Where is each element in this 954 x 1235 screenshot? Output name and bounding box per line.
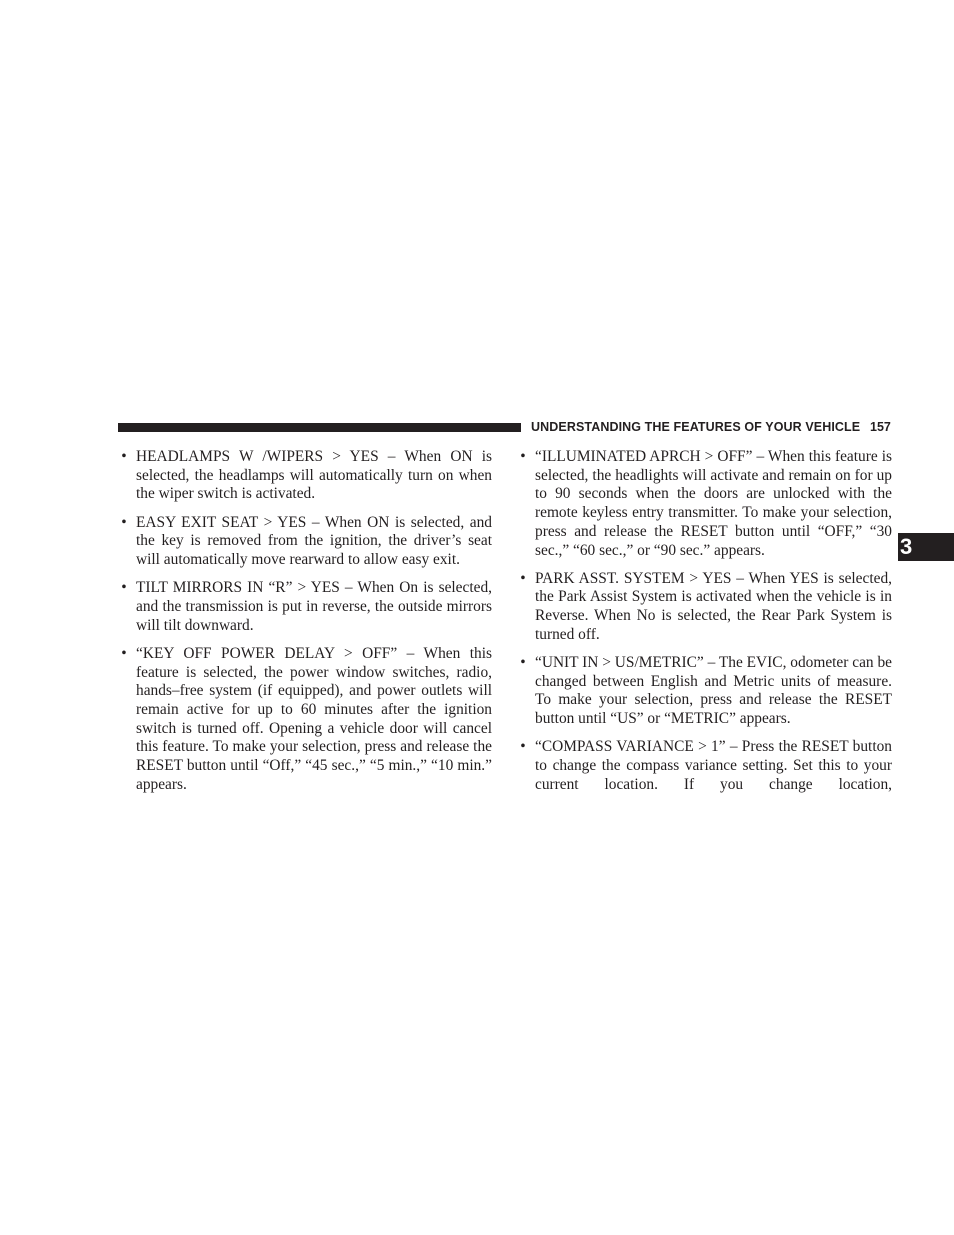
list-item-text: “KEY OFF POWER DELAY > OFF” – When this feature is selected, the power window switches, radio, hands–free system (if equipped), and power outlets will remain active for up to 60 minutes after the ignition switch is turned off. Opening a vehicle door will cancel this feature. To make your selection, press and release the RESET button until “Off,” “45 sec.,” “5 min.,” “10 min.” appears.	[136, 644, 492, 793]
bullet-icon: •	[121, 579, 127, 597]
list-item-text: TILT MIRRORS IN “R” > YES – When On is selected, and the transmission is put in reverse, the outside mirrors will tilt downward.	[136, 579, 492, 634]
list-item	[118, 514, 492, 570]
list-item	[118, 448, 492, 504]
list-item-text: EASY EXIT SEAT > YES – When ON is selected, and the key is removed from the ignition, the driver’s seat will automatically move rearward to allow easy exit.	[136, 513, 492, 569]
bullet-icon: •	[520, 569, 526, 587]
list-item-text: “COMPASS VARIANCE > 1” – Press the RESET button to change the compass variance setting. Set this to your current location. If you change location,	[535, 738, 892, 793]
list-item-text: PARK ASST. SYSTEM > YES – When YES is selected, the Park Assist System is activated when the vehicle is in Reverse. When No is selected, the Rear Park System is turned off.	[535, 569, 892, 643]
right-column-list	[517, 448, 892, 804]
page-number: 157	[870, 420, 891, 434]
list-item	[118, 645, 492, 795]
list-item-text: HEADLAMPS W /WIPERS > YES – When ON is selected, the headlamps will automatically turn on when the wiper switch is activated.	[136, 448, 492, 503]
bullet-icon: •	[121, 644, 127, 662]
running-header-title: UNDERSTANDING THE FEATURES OF YOUR VEHICLE	[531, 420, 861, 434]
bullet-icon: •	[121, 448, 127, 465]
chapter-tab: 3	[898, 533, 954, 561]
list-item	[118, 579, 492, 635]
bullet-icon: •	[121, 513, 127, 531]
list-item	[517, 654, 892, 729]
bullet-icon: •	[520, 738, 526, 756]
list-item-text: “ILLUMINATED APRCH > OFF” – When this feature is selected, the headlights will activate and remain on for up to 90 seconds when the doors are unlocked with the remote keyless entry transmitter. To make your selection, press and release the RESET button until “OFF,” “30 sec.,” “60 sec.,” or “90 sec.” appears.	[535, 448, 892, 559]
list-item	[517, 570, 892, 645]
header-rule	[118, 423, 521, 432]
list-item	[517, 448, 892, 560]
left-column-list	[118, 448, 492, 804]
bullet-icon: •	[520, 448, 526, 465]
bullet-icon: •	[520, 654, 526, 672]
list-item	[517, 738, 892, 794]
list-item-text: “UNIT IN > US/METRIC” – The EVIC, odometer can be changed between English and Metric units of measure. To make your selection, press and release the RESET button until “US” or “METRIC” appears.	[535, 654, 892, 728]
